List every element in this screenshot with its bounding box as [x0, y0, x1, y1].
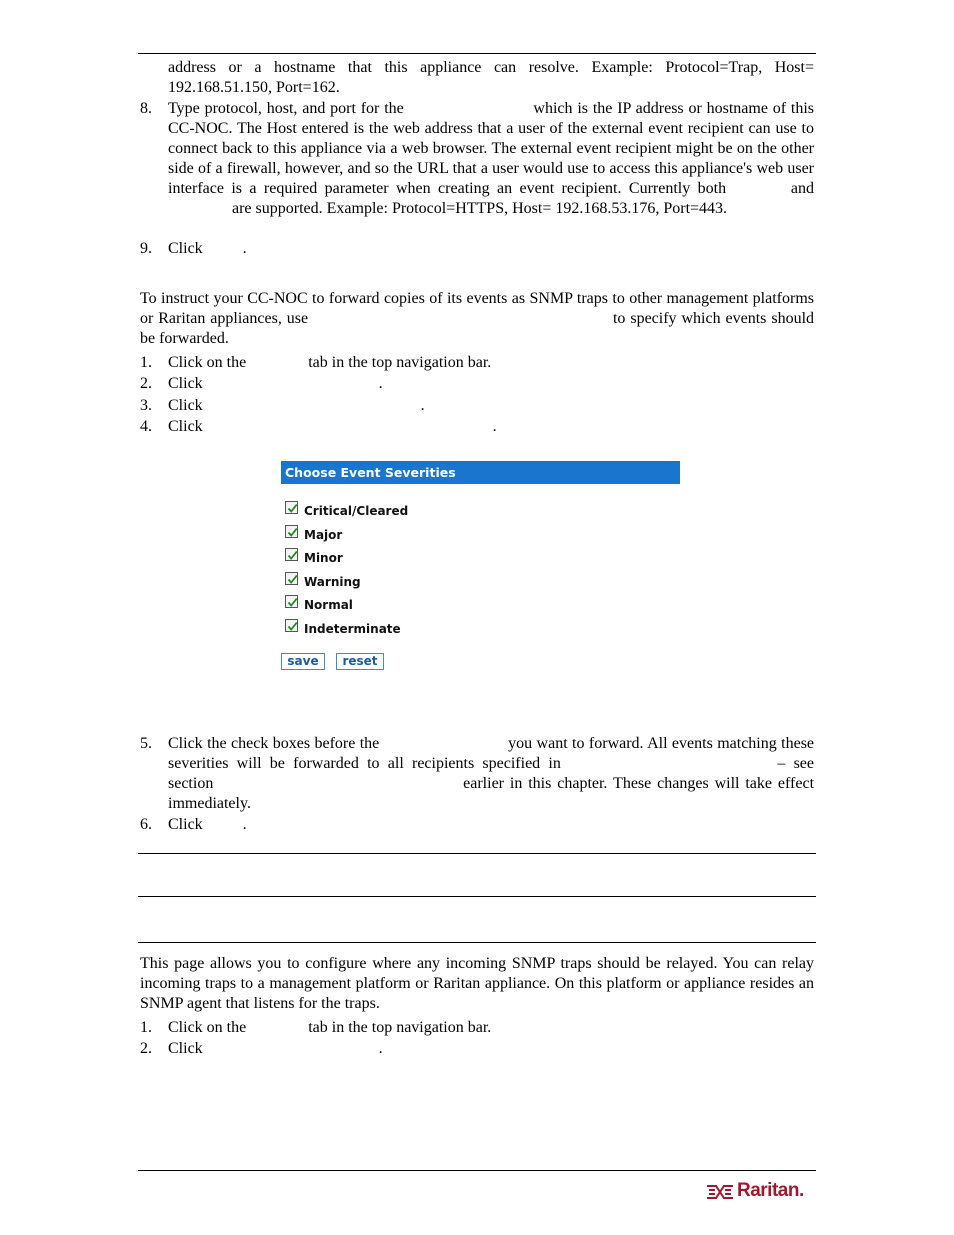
step-9: 9. Click . [140, 240, 247, 257]
check-icon [286, 502, 299, 515]
forward-step-5: 5. Click the check boxes before the you want to forward. All events matching these severities will be forwarded to all recipients specified in – see section earlier in this chapter. These changes will take effect immediately. [140, 735, 815, 812]
check-icon [286, 596, 299, 609]
raritan-logo: Raritan. [706, 1180, 812, 1204]
relay-step-1: 1. Click on the tab in the top navigation bar. [140, 1019, 492, 1036]
forward-step-4: 4. Click . [140, 418, 497, 435]
raritan-logo-icon [706, 1182, 734, 1202]
forward-step-1: 1. Click on the tab in the top navigation bar. [140, 354, 492, 371]
footer-rule [138, 1170, 816, 1171]
forwarding-intro: To instruct your CC-NOC to forward copies of its events as SNMP traps to other management platforms or Raritan appliances, use to specify which events should be forwarded. [140, 290, 815, 347]
choose-event-severities-panel: Choose Event Severities Critical/Cleared Major Minor Warning Normal Indeterminate save reset [281, 461, 680, 681]
check-icon [286, 549, 299, 562]
checkbox-critical-cleared[interactable] [285, 501, 298, 514]
panel-title: Choose Event Severities [281, 461, 680, 484]
reset-button[interactable]: reset [336, 653, 384, 670]
check-icon [286, 526, 299, 539]
checkbox-indeterminate[interactable] [285, 619, 298, 632]
section-rule-2 [138, 896, 816, 897]
save-button[interactable]: save [281, 653, 325, 670]
check-icon [286, 620, 299, 633]
checkbox-normal[interactable] [285, 595, 298, 608]
checkbox-major[interactable] [285, 525, 298, 538]
checkbox-warning[interactable] [285, 572, 298, 585]
step-7-continued: address or a hostname that this appliance can resolve. Example: Protocol=Trap, Host= 192.168.51.150, Port=162. [168, 59, 814, 96]
relay-intro: This page allows you to configure where any incoming SNMP traps should be relayed. You can relay incoming traps to a management platform or Raritan appliance. On this platform or appliance resides an SNMP agent that listens for the traps. [140, 955, 814, 1012]
forward-step-2: 2. Click . [140, 375, 383, 392]
forward-step-3: 3. Click . [140, 397, 425, 414]
checkbox-minor[interactable] [285, 548, 298, 561]
check-icon [286, 573, 299, 586]
forward-step-6: 6. Click . [140, 816, 247, 833]
step-8: 8. Type protocol, host, and port for the which is the IP address or hostname of this CC-NOC. The Host entered is the web address that a user of the external event recipient can use to connect back to this appliance via a web browser. The external event recipient might be on the other side of a firewall, however, and so the URL that a user would use to access this appliance's web user interface is a required parameter when creating an event recipient. Currently both and are supported. Example: Protocol=HTTPS, Host= 192.168.53.176, Port=443. [140, 100, 815, 217]
relay-step-2: 2. Click . [140, 1040, 383, 1057]
section-rule-3 [138, 942, 816, 943]
section-rule-1 [138, 853, 816, 854]
header-rule [138, 53, 816, 54]
